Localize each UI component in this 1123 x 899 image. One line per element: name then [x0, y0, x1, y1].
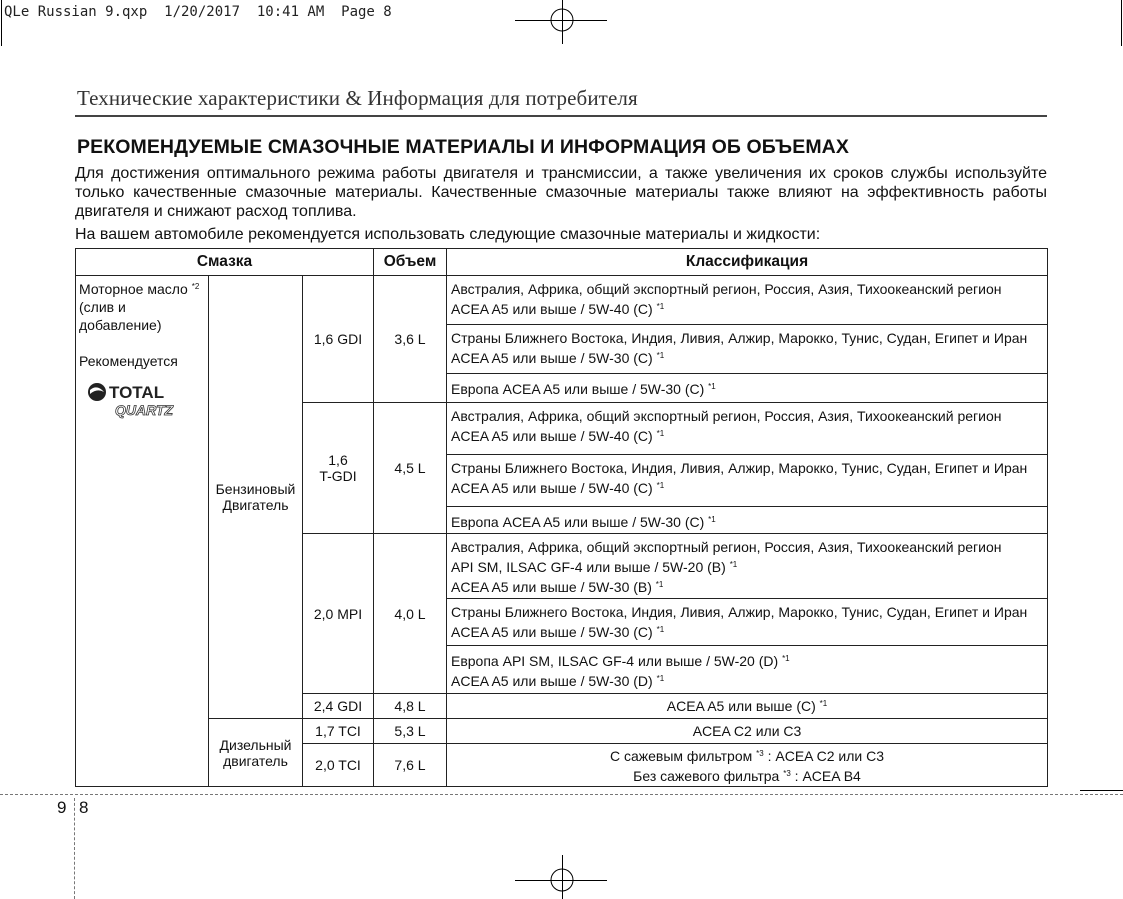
classification-cell: Австралия, Африка, общий экспортный регион, Россия, Азия, Тихоокеанский регион ACEA A5 или выше / 5W-40 (C) $^{*1}$	[447, 276, 1048, 325]
classification-cell: С сажевым фильтром $^{*3}$ : ACEA C2 или C3 Без сажевого фильтра $^{*3}$ : ACEA B4	[447, 744, 1048, 787]
crop-mark	[515, 880, 607, 881]
crop-mark	[1121, 0, 1122, 46]
classification-cell: Страны Ближнего Востока, Индия, Ливия, Алжир, Марокко, Тунис, Судан, Египет и Иран ACEA A5 или выше / 5W-30 (C) $^{*1}$	[447, 325, 1048, 374]
page-number-right: 8	[79, 798, 89, 817]
crop-mark	[1080, 790, 1123, 791]
crop-mark	[562, 855, 563, 899]
lubricants-table	[75, 248, 1048, 787]
engine-cell: 1,7 TCI	[303, 719, 374, 744]
diesel-engine-cell: Дизельный двигатель	[209, 719, 303, 787]
table-row	[76, 719, 1048, 744]
classification-cell: Европа ACEA A5 или выше / 5W-30 (C) $^{*1}$	[447, 507, 1048, 534]
svg-text:QUARTZ: QUARTZ	[115, 402, 174, 418]
volume-cell: 4,8 L	[374, 694, 447, 719]
oil-type-cell: Моторное масло $^{*2}$ (слив и добавление) Рекомендуется TOTAL QUARTZ	[76, 276, 209, 787]
classification-cell: Страны Ближнего Востока, Индия, Ливия, Алжир, Марокко, Тунис, Судан, Египет и Иран ACEA A5 или выше / 5W-30 (C) $^{*1}$	[447, 599, 1048, 646]
engine-cell: 1,6 T-GDI	[303, 403, 374, 534]
engine-cell: 2,0 MPI	[303, 534, 374, 694]
petrol-engine-cell: Бензиновый Двигатель	[209, 276, 303, 719]
registration-mark-icon	[549, 7, 575, 33]
print-slug: QLe Russian 9.qxp 1/20/2017 10:41 AM Page 8	[4, 4, 392, 20]
table-header-row	[76, 249, 1048, 276]
table-row	[76, 276, 1048, 325]
svg-text:TOTAL: TOTAL	[109, 383, 165, 402]
page-title: РЕКОМЕНДУЕМЫЕ СМАЗОЧНЫЕ МАТЕРИАЛЫ И ИНФОРМАЦИЯ ОБ ОБЪЕМАХ	[77, 136, 849, 158]
oil-label: Моторное масло	[79, 281, 188, 297]
section-header: Технические характеристики & Информация для потребителя	[77, 86, 638, 110]
page-number-left: 9	[57, 798, 67, 817]
trim-line	[74, 798, 75, 899]
volume-cell: 7,6 L	[374, 744, 447, 787]
classification-cell: ACEA C2 или C3	[447, 719, 1048, 744]
engine-cell: 2,4 GDI	[303, 694, 374, 719]
volume-cell: 4,0 L	[374, 534, 447, 694]
volume-cell: 3,6 L	[374, 276, 447, 403]
header-volume: Объем	[374, 249, 447, 276]
classification-cell: Австралия, Африка, общий экспортный регион, Россия, Азия, Тихоокеанский регион API SM, ILSAC GF-4 или выше / 5W-20 (B) $^{*1}$ ACEA A5 или выше / 5W-30 (B) $^{*1}$	[447, 534, 1048, 599]
intro-paragraph: Для достижения оптимального режима работы двигателя и трансмиссии, а также увеличения их сроков службы используйте только качественные смазочные материалы. Качественные смазочные материалы также влияют на эффективность работы двигателя и снижают расход топлива.	[75, 165, 1047, 220]
classification-cell: Страны Ближнего Востока, Индия, Ливия, Алжир, Марокко, Тунис, Судан, Египет и Иран ACEA A5 или выше / 5W-40 (C) $^{*1}$	[447, 455, 1048, 507]
recommended-label: Рекомендуется	[79, 353, 178, 369]
volume-cell: 5,3 L	[374, 719, 447, 744]
volume-cell: 4,5 L	[374, 403, 447, 534]
trim-line	[0, 794, 1123, 795]
header-rule	[75, 115, 1047, 117]
engine-cell: 1,6 GDI	[303, 276, 374, 403]
crop-mark	[1, 0, 2, 46]
intro-paragraph-2: На вашем автомобиле рекомендуется использовать следующие смазочные материалы и жидкости:	[75, 226, 821, 243]
classification-cell: Европа ACEA A5 или выше / 5W-30 (C) $^{*1}$	[447, 374, 1048, 403]
classification-cell: Европа API SM, ILSAC GF-4 или выше / 5W-20 (D) $^{*1}$ ACEA A5 или выше / 5W-30 (D) $^{*1}$	[447, 646, 1048, 694]
total-quartz-logo	[79, 380, 189, 420]
engine-cell: 2,0 TCI	[303, 744, 374, 787]
classification-cell: Австралия, Африка, общий экспортный регион, Россия, Азия, Тихоокеанский регион ACEA A5 или выше / 5W-40 (C) $^{*1}$	[447, 403, 1048, 455]
header-lube: Смазка	[76, 249, 374, 276]
classification-cell: ACEA A5 или выше (C) $^{*1}$	[447, 694, 1048, 719]
header-classification: Классификация	[447, 249, 1048, 276]
